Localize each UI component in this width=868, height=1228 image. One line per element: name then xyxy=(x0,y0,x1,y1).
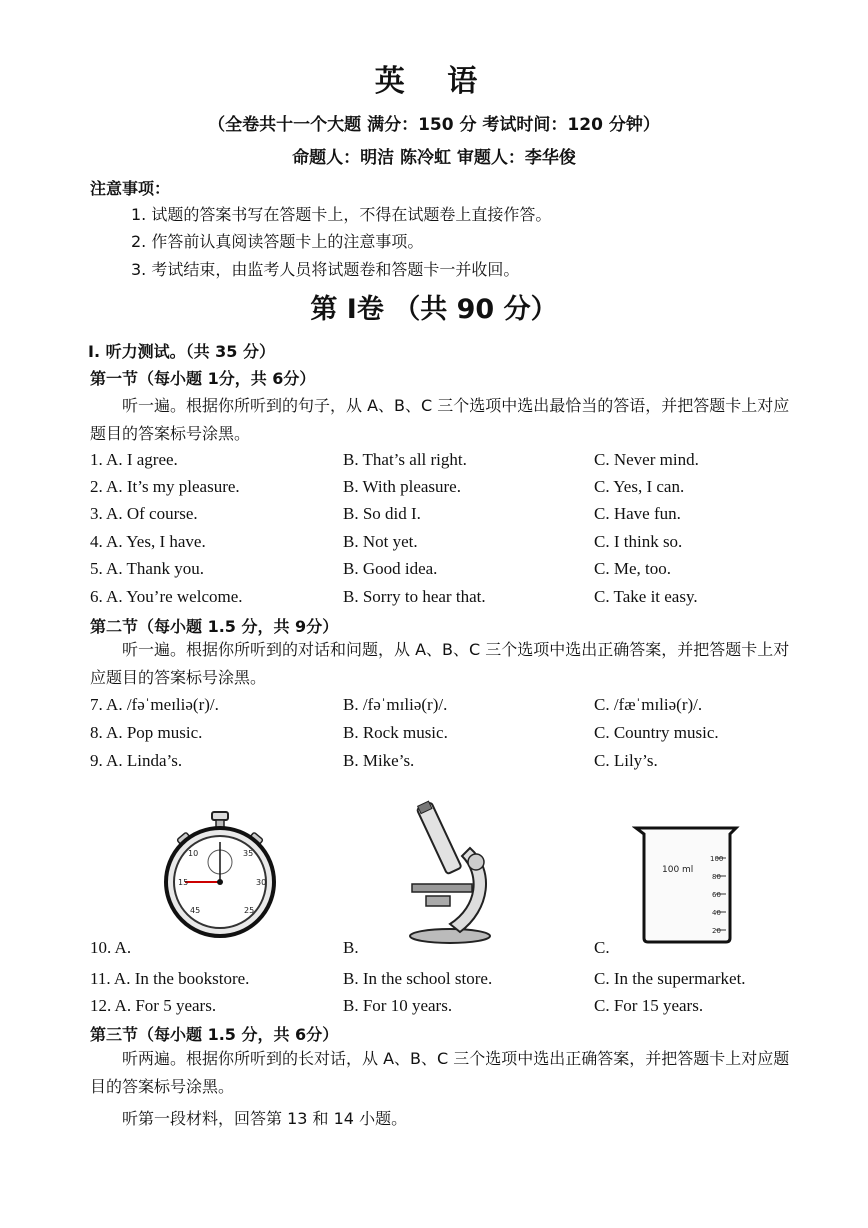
beaker-image xyxy=(632,822,742,946)
notice-item: 1. 试题的答案书写在答题卡上，不得在试题卷上直接作答。 xyxy=(131,205,552,224)
question-option: 11. A. In the bookstore. xyxy=(90,969,250,988)
beaker-tick: 20 xyxy=(712,927,721,935)
beaker-tick: 60 xyxy=(712,891,721,899)
question-option: B. With pleasure. xyxy=(343,477,461,496)
question-option: 3. A. Of course. xyxy=(90,504,198,523)
question-option: 6. A. You’re welcome. xyxy=(90,587,243,606)
svg-text:45: 45 xyxy=(190,906,201,915)
question-option: C. Yes, I can. xyxy=(594,477,685,496)
question-option: 7. A. /fəˈmeɪliə(r)/. xyxy=(90,695,219,714)
beaker-tick: 40 xyxy=(712,909,721,917)
microscope-image xyxy=(390,800,510,945)
section-instruction: 听一遍。根据你所听到的句子，从 A、B、C 三个选项中选出最恰当的答语，并把答题卡上对应题目的答案标号涂黑。 xyxy=(90,396,790,443)
question-option: B. For 10 years. xyxy=(343,996,453,1015)
question-option: 8. A. Pop music. xyxy=(90,723,203,742)
question-option: C. In the supermarket. xyxy=(594,969,746,988)
beaker-tick: 80 xyxy=(712,873,721,881)
question-option: C. Never mind. xyxy=(594,450,699,469)
volume-title: 第 I卷 （共 90 分） xyxy=(310,294,558,325)
question-option: C. Take it easy. xyxy=(594,587,698,606)
svg-text:30: 30 xyxy=(256,878,267,887)
section-sub-instruction: 听第一段材料，回答第 13 和 14 小题。 xyxy=(122,1109,408,1128)
beaker-label: 100 ml xyxy=(662,865,694,875)
question-option: C. Me, too. xyxy=(594,559,671,578)
question-option: C. Lily’s. xyxy=(594,751,658,770)
question-option: 1. A. I agree. xyxy=(90,450,178,469)
question-option: 4. A. Yes, I have. xyxy=(90,532,206,551)
question-option: C. Have fun. xyxy=(594,504,681,523)
page-title: 英 语 xyxy=(374,64,494,99)
question-option: 12. A. For 5 years. xyxy=(90,996,217,1015)
question-option: B. Good idea. xyxy=(343,559,438,578)
notice-heading: 注意事项： xyxy=(90,179,171,198)
question-option: C. Country music. xyxy=(594,723,719,742)
svg-text:35: 35 xyxy=(243,849,254,858)
exam-info: （全卷共十一个大题 满分：150 分 考试时间：120 分钟） xyxy=(208,115,660,135)
part-heading: I. 听力测试。（共 35 分） xyxy=(88,342,276,361)
question-option: B. In the school store. xyxy=(343,969,493,988)
beaker-tick: 100 xyxy=(710,855,724,863)
notice-item: 3. 考试结束，由监考人员将试题卷和答题卡一并收回。 xyxy=(131,260,520,279)
question-option: 2. A. It’s my pleasure. xyxy=(90,477,240,496)
question-option: B. Not yet. xyxy=(343,532,418,551)
notice-item: 2. 作答前认真阅读答题卡上的注意事项。 xyxy=(131,232,424,251)
question-option: B. Rock music. xyxy=(343,723,448,742)
exam-authors: 命题人：明洁 陈冷虹 审题人：李华俊 xyxy=(292,148,576,168)
question-option: C. I think so. xyxy=(594,532,683,551)
svg-text:25: 25 xyxy=(244,906,255,915)
question-option: B. That’s all right. xyxy=(343,450,467,469)
question-option: 10. A. xyxy=(90,938,132,957)
section-instruction: 听一遍。根据你所听到的对话和问题，从 A、B、C 三个选项中选出正确答案，并把答题卡上对应题目的答案标号涂黑。 xyxy=(90,640,790,687)
svg-text:15: 15 xyxy=(178,878,189,887)
question-option: B. Sorry to hear that. xyxy=(343,587,486,606)
question-option: 5. A. Thank you. xyxy=(90,559,204,578)
section-heading: 第三节（每小题 1.5 分，共 6分） xyxy=(90,1025,339,1044)
question-option: B. /fəˈmɪliə(r)/. xyxy=(343,695,448,714)
question-option: B. Mike’s. xyxy=(343,751,415,770)
section-instruction: 听两遍。根据你所听到的长对话，从 A、B、C 三个选项中选出正确答案，并把答题卡上对应题目的答案标号涂黑。 xyxy=(90,1049,790,1096)
question-option: C. For 15 years. xyxy=(594,996,704,1015)
question-option: 9. A. Linda’s. xyxy=(90,751,183,770)
section-heading: 第一节（每小题 1分，共 6分） xyxy=(90,369,316,388)
section-heading: 第二节（每小题 1.5 分，共 9分） xyxy=(90,617,339,636)
question-option: B. xyxy=(343,938,359,957)
question-option: B. So did I. xyxy=(343,504,421,523)
stopwatch-image xyxy=(160,810,280,945)
question-option: C. /fæˈmɪliə(r)/. xyxy=(594,695,703,714)
question-option: C. xyxy=(594,938,610,957)
svg-text:10: 10 xyxy=(188,849,199,858)
